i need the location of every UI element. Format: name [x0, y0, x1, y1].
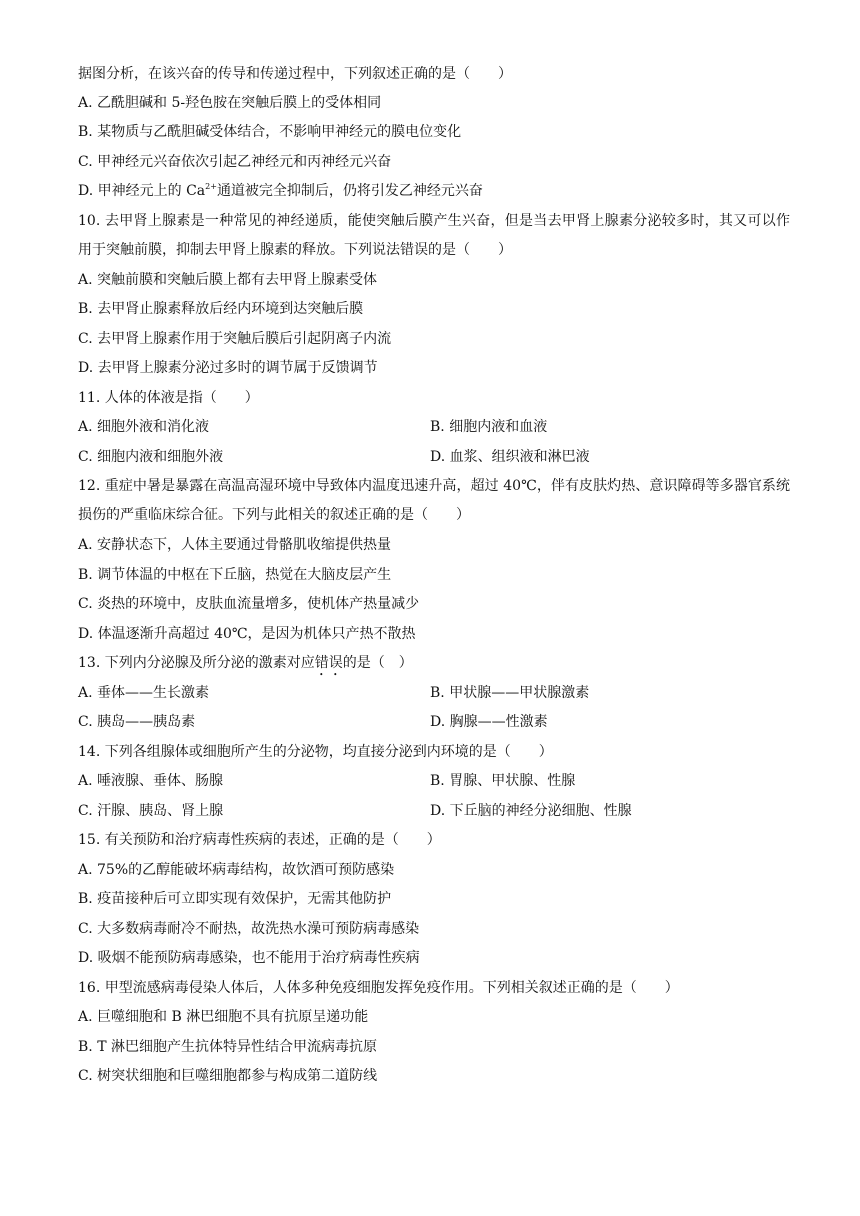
q12-stem: 12. 重症中暑是暴露在高温高湿环境中导致体内温度迅速升高，超过 40℃，伴有皮肤灼热、意识障碍等多器官系统损伤的严重临床综合征。下列与此相关的叙述正确的是（ ）	[78, 478, 790, 524]
q11-stem: 11. 人体的体液是指（ ）	[78, 390, 259, 406]
q9-option-d-post: 通道被完全抑制后，仍将引发乙神经元兴奋	[216, 183, 483, 199]
q16-option-c: C. 树突状细胞和巨噬细胞都参与构成第二道防线	[78, 1068, 378, 1084]
q14-option-d: D. 下丘脑的神经分泌细胞、性腺	[430, 803, 632, 819]
q11-option-d: D. 血浆、组织液和淋巴液	[430, 449, 590, 465]
q14-stem: 14. 下列各组腺体或细胞所产生的分泌物，均直接分泌到内环境的是（ ）	[78, 744, 553, 760]
q16-option-b: B. T 淋巴细胞产生抗体特异性结合甲流病毒抗原	[78, 1039, 377, 1055]
q16-stem: 16. 甲型流感病毒侵染人体后，人体多种免疫细胞发挥免疫作用。下列相关叙述正确的是（ ）	[78, 980, 679, 996]
q9-option-a: A. 乙酰胆碱和 5-羟色胺在突触后膜上的受体相同	[78, 95, 382, 111]
q14-option-a: A. 唾液腺、垂体、肠腺	[78, 773, 224, 789]
q15-option-d: D. 吸烟不能预防病毒感染，也不能用于治疗病毒性疾病	[78, 950, 420, 966]
q15-option-a: A. 75%的乙醇能破坏病毒结构，故饮酒可预防感染	[78, 862, 395, 878]
q15-stem: 15. 有关预防和治疗病毒性疾病的表述，正确的是（ ）	[78, 832, 441, 848]
q12-option-d: D. 体温逐渐升高超过 40℃，是因为机体只产热不散热	[78, 626, 416, 642]
q10-option-c: C. 去甲肾上腺素作用于突触后膜后引起阴离子内流	[78, 331, 392, 347]
q13-stem	[78, 649, 788, 678]
q11-option-a: A. 细胞外液和消化液	[78, 419, 210, 435]
q13-option-d: D. 胸腺——性激素	[430, 714, 548, 730]
q9-option-c: C. 甲神经元兴奋依次引起乙神经元和丙神经元兴奋	[78, 154, 392, 170]
q15-option-c: C. 大多数病毒耐冷不耐热，故洗热水澡可预防病毒感染	[78, 921, 420, 937]
q10-option-a: A. 突触前膜和突触后膜上都有去甲肾上腺素受体	[78, 272, 378, 288]
q12-option-a: A. 安静状态下，人体主要通过骨骼肌收缩提供热量	[78, 537, 392, 553]
q9-option-b: B. 某物质与乙酰胆碱受体结合，不影响甲神经元的膜电位变化	[78, 124, 462, 140]
q16-option-a: A. 巨噬细胞和 B 淋巴细胞不具有抗原呈递功能	[78, 1009, 369, 1025]
q13-stem-pre: 13. 下列内分泌腺及所分泌的激素对应	[78, 655, 315, 671]
q9-option-d-pre: D. 甲神经元上的 Ca	[78, 183, 206, 199]
q13-option-c: C. 胰岛——胰岛素	[78, 714, 196, 730]
q12-option-b: B. 调节体温的中枢在下丘脑，热觉在大脑皮层产生	[78, 567, 392, 583]
q11-option-b: B. 细胞内液和血液	[430, 419, 548, 435]
q10-stem: 10. 去甲肾上腺素是一种常见的神经递质，能使突触后膜产生兴奋，但是当去甲肾上腺素分泌较多时，其又可以作用于突触前膜，抑制去甲肾上腺素的释放。下列说法错误的是（ ）	[78, 213, 790, 259]
q15-option-b: B. 疫苗接种后可立即实现有效保护，无需其他防护	[78, 891, 392, 907]
q13-option-b: B. 甲状腺——甲状腺激素	[430, 685, 590, 701]
q14-option-c: C. 汗腺、胰岛、肾上腺	[78, 803, 224, 819]
q13-option-a: A. 垂体——生长激素	[78, 685, 210, 701]
q9-option-d-sup: 2+	[205, 182, 217, 191]
q10-option-d: D. 去甲肾上腺素分泌过多时的调节属于反馈调节	[78, 360, 378, 376]
q12-option-c: C. 炎热的环境中，皮肤血流量增多，使机体产热量减少	[78, 596, 420, 612]
q14-option-b: B. 胃腺、甲状腺、性腺	[430, 773, 576, 789]
q9-option-d	[78, 177, 788, 206]
q9-stem: 据图分析，在该兴奋的传导和传递过程中，下列叙述正确的是（ ）	[78, 66, 512, 82]
q13-stem-emphasis: 错误	[314, 655, 343, 671]
q10-option-b: B. 去甲肾止腺素释放后经内环境到达突触后膜	[78, 301, 364, 317]
q11-option-c: C. 细胞内液和细胞外液	[78, 449, 224, 465]
q13-stem-post: 的是（ ）	[342, 655, 413, 671]
